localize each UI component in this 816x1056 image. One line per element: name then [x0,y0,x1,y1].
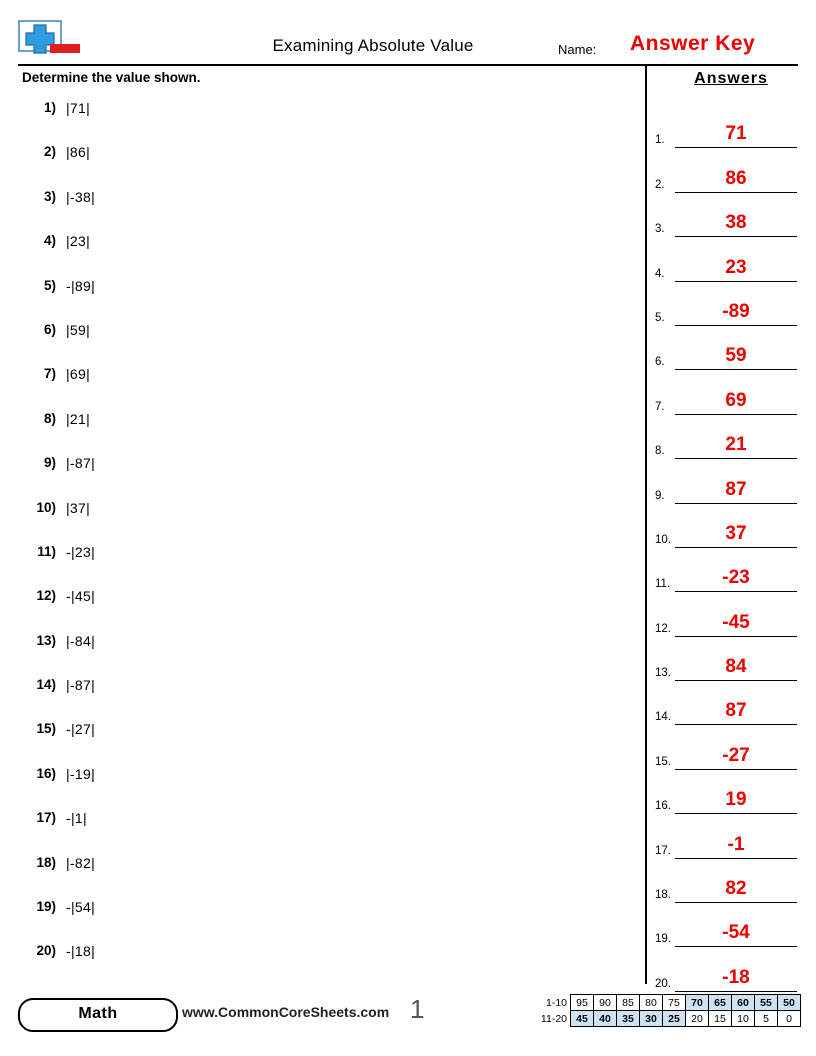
answer-value: -45 [722,611,750,633]
score-row-2-label: 11-20 [540,1012,567,1025]
answer-value: 84 [725,656,747,678]
problem-expression: |-84| [66,632,96,649]
problem-expression: -|1| [66,810,87,827]
problem-number: 7) [43,366,56,382]
score-cell: 70 [686,995,709,1011]
answer-blank-line [675,414,797,415]
answer-value: 87 [725,700,747,722]
problem-item [22,318,632,362]
problem-expression: |23| [66,233,91,250]
answer-blank-line [675,547,797,548]
problem-number: 13) [36,632,56,648]
answer-list [655,110,805,998]
answer-item [655,288,805,332]
problem-expression: |86| [66,144,91,161]
answer-value: 71 [725,123,747,145]
commoncoresheets-logo-icon [18,20,88,62]
score-cell: 25 [663,1011,686,1027]
answer-item [655,865,805,909]
answer-blank-line [675,636,797,637]
answer-value: -27 [722,744,750,766]
problem-expression: -|54| [66,899,96,916]
problem-item [22,806,632,850]
problem-list [22,96,632,984]
answer-item [655,332,805,376]
problem-number: 2) [43,144,56,160]
website-url[interactable]: www.CommonCoreSheets.com [182,1004,390,1020]
answer-item [655,687,805,731]
problem-number: 10) [36,499,56,515]
answer-blank-line [675,281,797,282]
problem-number: 11) [37,543,56,559]
answer-blank-line [675,902,797,903]
answer-value: -23 [722,567,750,589]
answer-value: 87 [725,478,747,500]
answer-blank-line [675,946,797,947]
score-cell: 50 [778,995,801,1011]
answer-item [655,154,805,198]
problem-number: 12) [36,588,56,604]
answer-item [655,731,805,775]
answer-number: 1. [655,134,665,147]
instructions-text: Determine the value shown. [22,70,201,85]
problem-item [22,673,632,717]
page-number: 1 [410,994,425,1024]
score-cell: 35 [617,1011,640,1027]
answer-item [655,199,805,243]
problem-item [22,229,632,273]
answer-blank-line [675,325,797,326]
answer-value: 38 [725,212,747,234]
problem-number: 5) [43,277,56,293]
problem-item [22,851,632,895]
problem-number: 16) [36,765,56,781]
answer-blank-line [675,724,797,725]
score-cell: 95 [571,995,594,1011]
answer-blank-line [675,591,797,592]
answer-item [655,243,805,287]
problem-number: 8) [43,410,56,426]
problem-item [22,629,632,673]
answer-value: 59 [725,345,747,367]
answer-number: 12. [655,622,671,635]
page-title: Examining Absolute Value [272,36,474,55]
answer-number: 15. [655,755,671,768]
problem-number: 3) [43,188,56,204]
answer-number: 16. [655,800,671,813]
answer-number: 5. [655,311,665,324]
problem-expression: |-82| [66,854,96,871]
answer-value: -1 [727,833,745,855]
score-row-1 [533,995,801,1011]
score-row-1-label: 1-10 [545,996,567,1009]
problem-item [22,717,632,761]
answer-value: 37 [725,522,747,544]
score-table [533,994,801,1027]
score-cell: 10 [732,1011,755,1027]
problem-expression: |-87| [66,455,96,472]
answer-item [655,598,805,642]
answer-number: 2. [655,178,665,191]
score-cell: 65 [709,995,732,1011]
problem-expression: -|18| [66,943,96,960]
answer-item [655,376,805,420]
answer-blank-line [675,813,797,814]
score-cell: 15 [709,1011,732,1027]
problem-item [22,584,632,628]
answer-value: -18 [722,966,750,988]
answer-value: -54 [722,922,750,944]
answer-number: 19. [655,933,671,946]
answer-value: 21 [725,434,747,456]
problem-number: 20) [36,943,56,959]
answer-number: 8. [655,445,665,458]
score-cell: 85 [617,995,640,1011]
answer-number: 6. [655,356,665,369]
answer-blank-line [675,147,797,148]
answer-item [655,643,805,687]
answer-key-label: Answer Key [630,32,756,55]
answer-value: -89 [722,300,750,322]
score-cell: 75 [663,995,686,1011]
answer-number: 14. [655,711,671,724]
answer-number: 4. [655,267,665,280]
problem-expression: |59| [66,321,91,338]
page-header [18,20,798,62]
answer-item [655,909,805,953]
problem-expression: |-38| [66,188,96,205]
problem-item [22,496,632,540]
score-cell: 20 [686,1011,709,1027]
answer-item [655,110,805,154]
answer-blank-line [675,458,797,459]
problem-item [22,895,632,939]
problem-number: 19) [36,899,56,915]
answer-value: 82 [725,878,747,900]
header-divider [18,64,798,66]
problem-expression: -|27| [66,721,96,738]
problem-expression: |71| [66,100,91,116]
answer-blank-line [675,503,797,504]
problem-expression: -|45| [66,588,96,605]
answer-item [655,465,805,509]
answer-number: 13. [655,667,671,680]
column-divider [645,64,647,984]
problem-item [22,185,632,229]
answer-value: 69 [725,389,747,411]
answer-number: 9. [655,489,665,502]
problem-expression: |37| [66,499,91,516]
score-cell: 80 [640,995,663,1011]
answer-blank-line [675,236,797,237]
problem-item [22,451,632,495]
score-cell: 45 [571,1011,594,1027]
subject-label: Math [78,1005,118,1022]
answer-number: 7. [655,400,665,413]
answer-value: 86 [725,167,747,189]
score-cell: 60 [732,995,755,1011]
answer-blank-line [675,680,797,681]
problem-number: 14) [36,677,56,693]
answer-number: 10. [655,533,671,546]
answer-item [655,421,805,465]
answer-blank-line [675,769,797,770]
problem-expression: |21| [66,410,91,427]
problem-item [22,96,632,140]
subject-badge [18,998,178,1032]
score-cell: 55 [755,995,778,1011]
answer-item [655,510,805,554]
score-row-2 [533,1011,801,1027]
name-label: Name: [558,42,597,57]
problem-item [22,274,632,318]
page-footer [0,988,816,1056]
problem-item [22,140,632,184]
problem-item [22,939,632,983]
problem-expression: |-87| [66,677,96,694]
problem-item [22,362,632,406]
problem-number: 6) [43,321,56,337]
problem-item [22,540,632,584]
problem-number: 17) [36,810,56,826]
problem-expression: |69| [66,366,91,383]
score-cell: 30 [640,1011,663,1027]
answer-value: 19 [725,789,747,811]
problem-expression: |-19| [66,765,96,782]
problem-item [22,407,632,451]
score-cell: 5 [755,1011,778,1027]
problem-number: 9) [43,455,56,471]
answer-blank-line [675,369,797,370]
answer-number: 20. [655,977,671,990]
answer-blank-line [675,858,797,859]
answer-value: 23 [725,256,747,278]
score-cell: 0 [778,1011,801,1027]
problem-number: 18) [36,854,56,870]
problem-expression: -|89| [66,277,96,294]
answer-item [655,776,805,820]
problem-number: 4) [43,233,56,249]
answer-number: 18. [655,889,671,902]
answer-number: 11. [655,578,671,591]
score-cell: 40 [594,1011,617,1027]
answer-item [655,554,805,598]
problem-number: 1) [43,100,56,115]
problem-item [22,762,632,806]
answer-item [655,820,805,864]
answer-blank-line [675,192,797,193]
problem-expression: -|23| [66,543,96,560]
answers-heading: Answers [694,70,768,87]
score-cell: 90 [594,995,617,1011]
problem-number: 15) [36,721,56,737]
answer-number: 17. [655,844,671,857]
answer-number: 3. [655,223,665,236]
